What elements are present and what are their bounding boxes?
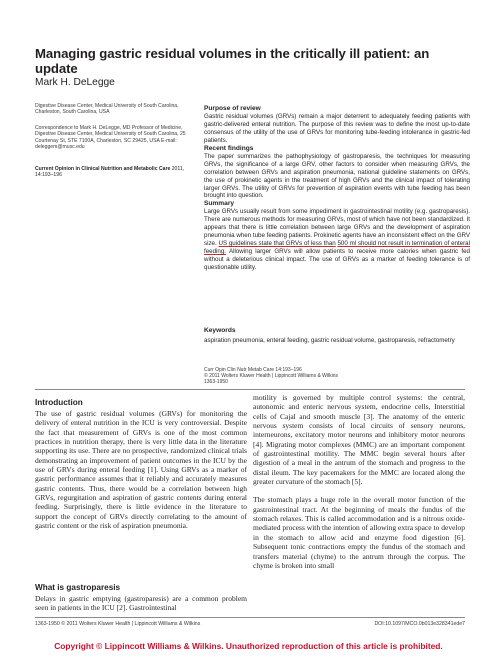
abstract-findings-text: The paper summarizes the pathophysiology of gastroparesis, the techniques for measuring GRVs, the significance of a large GRV, other factors to consider when measuring GRVs, the correlation between GRVs and aspiration pneumonia, national guideline statements on GRVs, the use of prokinetic agents in the treatment of high GRVs and the clinical impact of tolerating larger GRVs. The utility of GRVs for prevention of aspiration events with tube feeding has been brought into question. xyxy=(204,152,470,200)
gastroparesis-heading: What is gastroparesis xyxy=(35,583,121,592)
article-title: Managing gastric residual volumes in the critically ill patient: an update xyxy=(35,46,430,76)
footer-doi: DOI:10.1097/MCO.0b013e328341ede7 xyxy=(374,621,465,627)
summary-text-start: Large GRVs usually result from some impediment in gastrointestinal motility (e.g. gastroparesis). There are numerous methods for measuring GRVs, most of which have not been standardized. It appears that there is little correlation between large GRVs and the development of aspiration pneumonia when tube feeding patients. Prokinetic agents have an inconsistent effect on the GRV size. xyxy=(204,208,471,248)
footer-issn: 1363-1950 © 2011 Wolters Kluwer Health | Lippincott Williams & Wilkins xyxy=(35,621,201,627)
abstract-summary-heading: Summary xyxy=(204,200,235,208)
journal-name: Current Opinion in Clinical Nutrition and Metabolic Care xyxy=(35,166,171,172)
abstract-findings-heading: Recent findings xyxy=(204,144,254,152)
abstract-summary-text xyxy=(204,208,470,272)
citation-line-journal: Curr Opin Clin Nutr Metab Care 14:193–196 xyxy=(204,367,302,373)
summary-text-end: Allowing larger GRVs will allow patients to receive more calories when gastric fed without a deleterious clinical impact. The use of GRVs as a marker of feeding tolerance is of questionable utility. xyxy=(204,248,470,272)
citation-block xyxy=(204,367,424,385)
citation-line-copyright: © 2011 Wolters Kluwer Health | Lippincott Williams & Wilkins xyxy=(204,373,339,379)
article-author: Mark H. DeLegge xyxy=(35,77,115,88)
introduction-text: The use of gastric residual volumes (GRVs) for monitoring the delivery of enteral nutrition in the ICU is very controversial. Despite the fact that measurement of GRVs is one of the most common practices in nutrition therapy, there is very little data in the literature supporting its use. There are no prospective, randomized clinical trials demonstrating an improvement of patient outcomes in the ICU by the use of GRVs during enteral feeding [1]. Using GRVs as a marker of gastric performance assumes that it reliably and accurately measures gastric contents. Thus, there would be a correlation between high GRVs, regurgitation and aspiration of gastric contents during enteral feeding. Surprisingly, there is little evidence in the literature to support the concept of GRVs directly correlating to the amount of gastric content or the risk of aspiration pneumonia. xyxy=(35,409,247,531)
stomach-paragraph: The stomach plays a huge role in the overall motor function of the gastrointestinal tract. At the beginning of meals the fundus of the stomach relaxes. This is called accommodation and is a nitrous oxide-mediated process with the intention of allowing extra space to develop in the stomach to allow acid and enzyme food digestion [6]. Subsequent tonic contractions empty the fundus of the stomach and transfers material (chyme) to the antrum through the corpus. The chyme is broken into small xyxy=(253,495,465,570)
correspondence-note: Correspondence to Mark H. DeLegge, MD Professor of Medicine, Digestive Disease Center, Medical University of South Carolina, 25 Courtenay St, STE 7100A, Charleston, SC 29425, USA E-mail: deleggem@musc.edu xyxy=(35,125,186,150)
gastroparesis-text: Delays in gastric emptying (gastroparesis) are a common problem seen in patients in the ICU [2]. Gastrointestinal xyxy=(35,594,247,613)
abstract-purpose-text: Gastric residual volumes (GRVs) remain a major deterrent to adequately feeding patients with gastric-delivered enteral nutrition. The purpose of this review was to define the most up-to-date consensus of the utility of the use of GRVs for monitoring tube-feeding intolerance in gastric-fed patients. xyxy=(204,112,470,144)
introduction-heading: Introduction xyxy=(35,398,83,407)
motility-paragraph: motility is governed by multiple control systems: the central, autonomic and enteric nervous system, endocrine cells, Interstitial cells of Cajal and smooth muscle [3]. The anatomy of the enteric nervous system consists of local circuits of sensory neurons, interneurons, excitatory motor neurons and inhibitory motor neurons [4]. Migrating motor complexes (MMC) are an important component of gastrointestinal motility. The MMC begin several hours after digestion of a meal in the antrum of the stomach and progress to the distal ileum. The key pacemakers for the MMC are located along the greater curvature of the stomach [5]. xyxy=(253,393,465,487)
copyright-notice: Copyright © Lippincott Williams & Wilkins. Unauthorized reproduction of this article is prohibited. xyxy=(54,641,443,651)
abstract-purpose-heading: Purpose of review xyxy=(204,105,261,112)
keywords-heading: Keywords xyxy=(204,327,236,334)
section-divider xyxy=(35,389,465,390)
author-affiliation: Digestive Disease Center, Medical University of South Carolina, Charleston, South Carolina, USA xyxy=(35,103,179,116)
summary-highlight-2: 500 ml should not result in termination of enteral feeding. xyxy=(204,240,470,256)
footer-divider xyxy=(35,617,465,618)
summary-highlight-1: US guidelines state that GRVs of less than xyxy=(218,240,336,248)
abstract xyxy=(204,105,470,272)
page-footer xyxy=(35,621,465,627)
citation-line-issn: 1363-1950 xyxy=(204,379,228,385)
keywords-list: aspiration pneumonia, enteral feeding, gastric residual volume, gastroparesis, refractometry xyxy=(204,337,455,344)
right-column-text xyxy=(253,393,465,570)
journal-reference xyxy=(35,166,193,179)
journal-volume: 2011, 14:193–196 xyxy=(35,166,185,179)
